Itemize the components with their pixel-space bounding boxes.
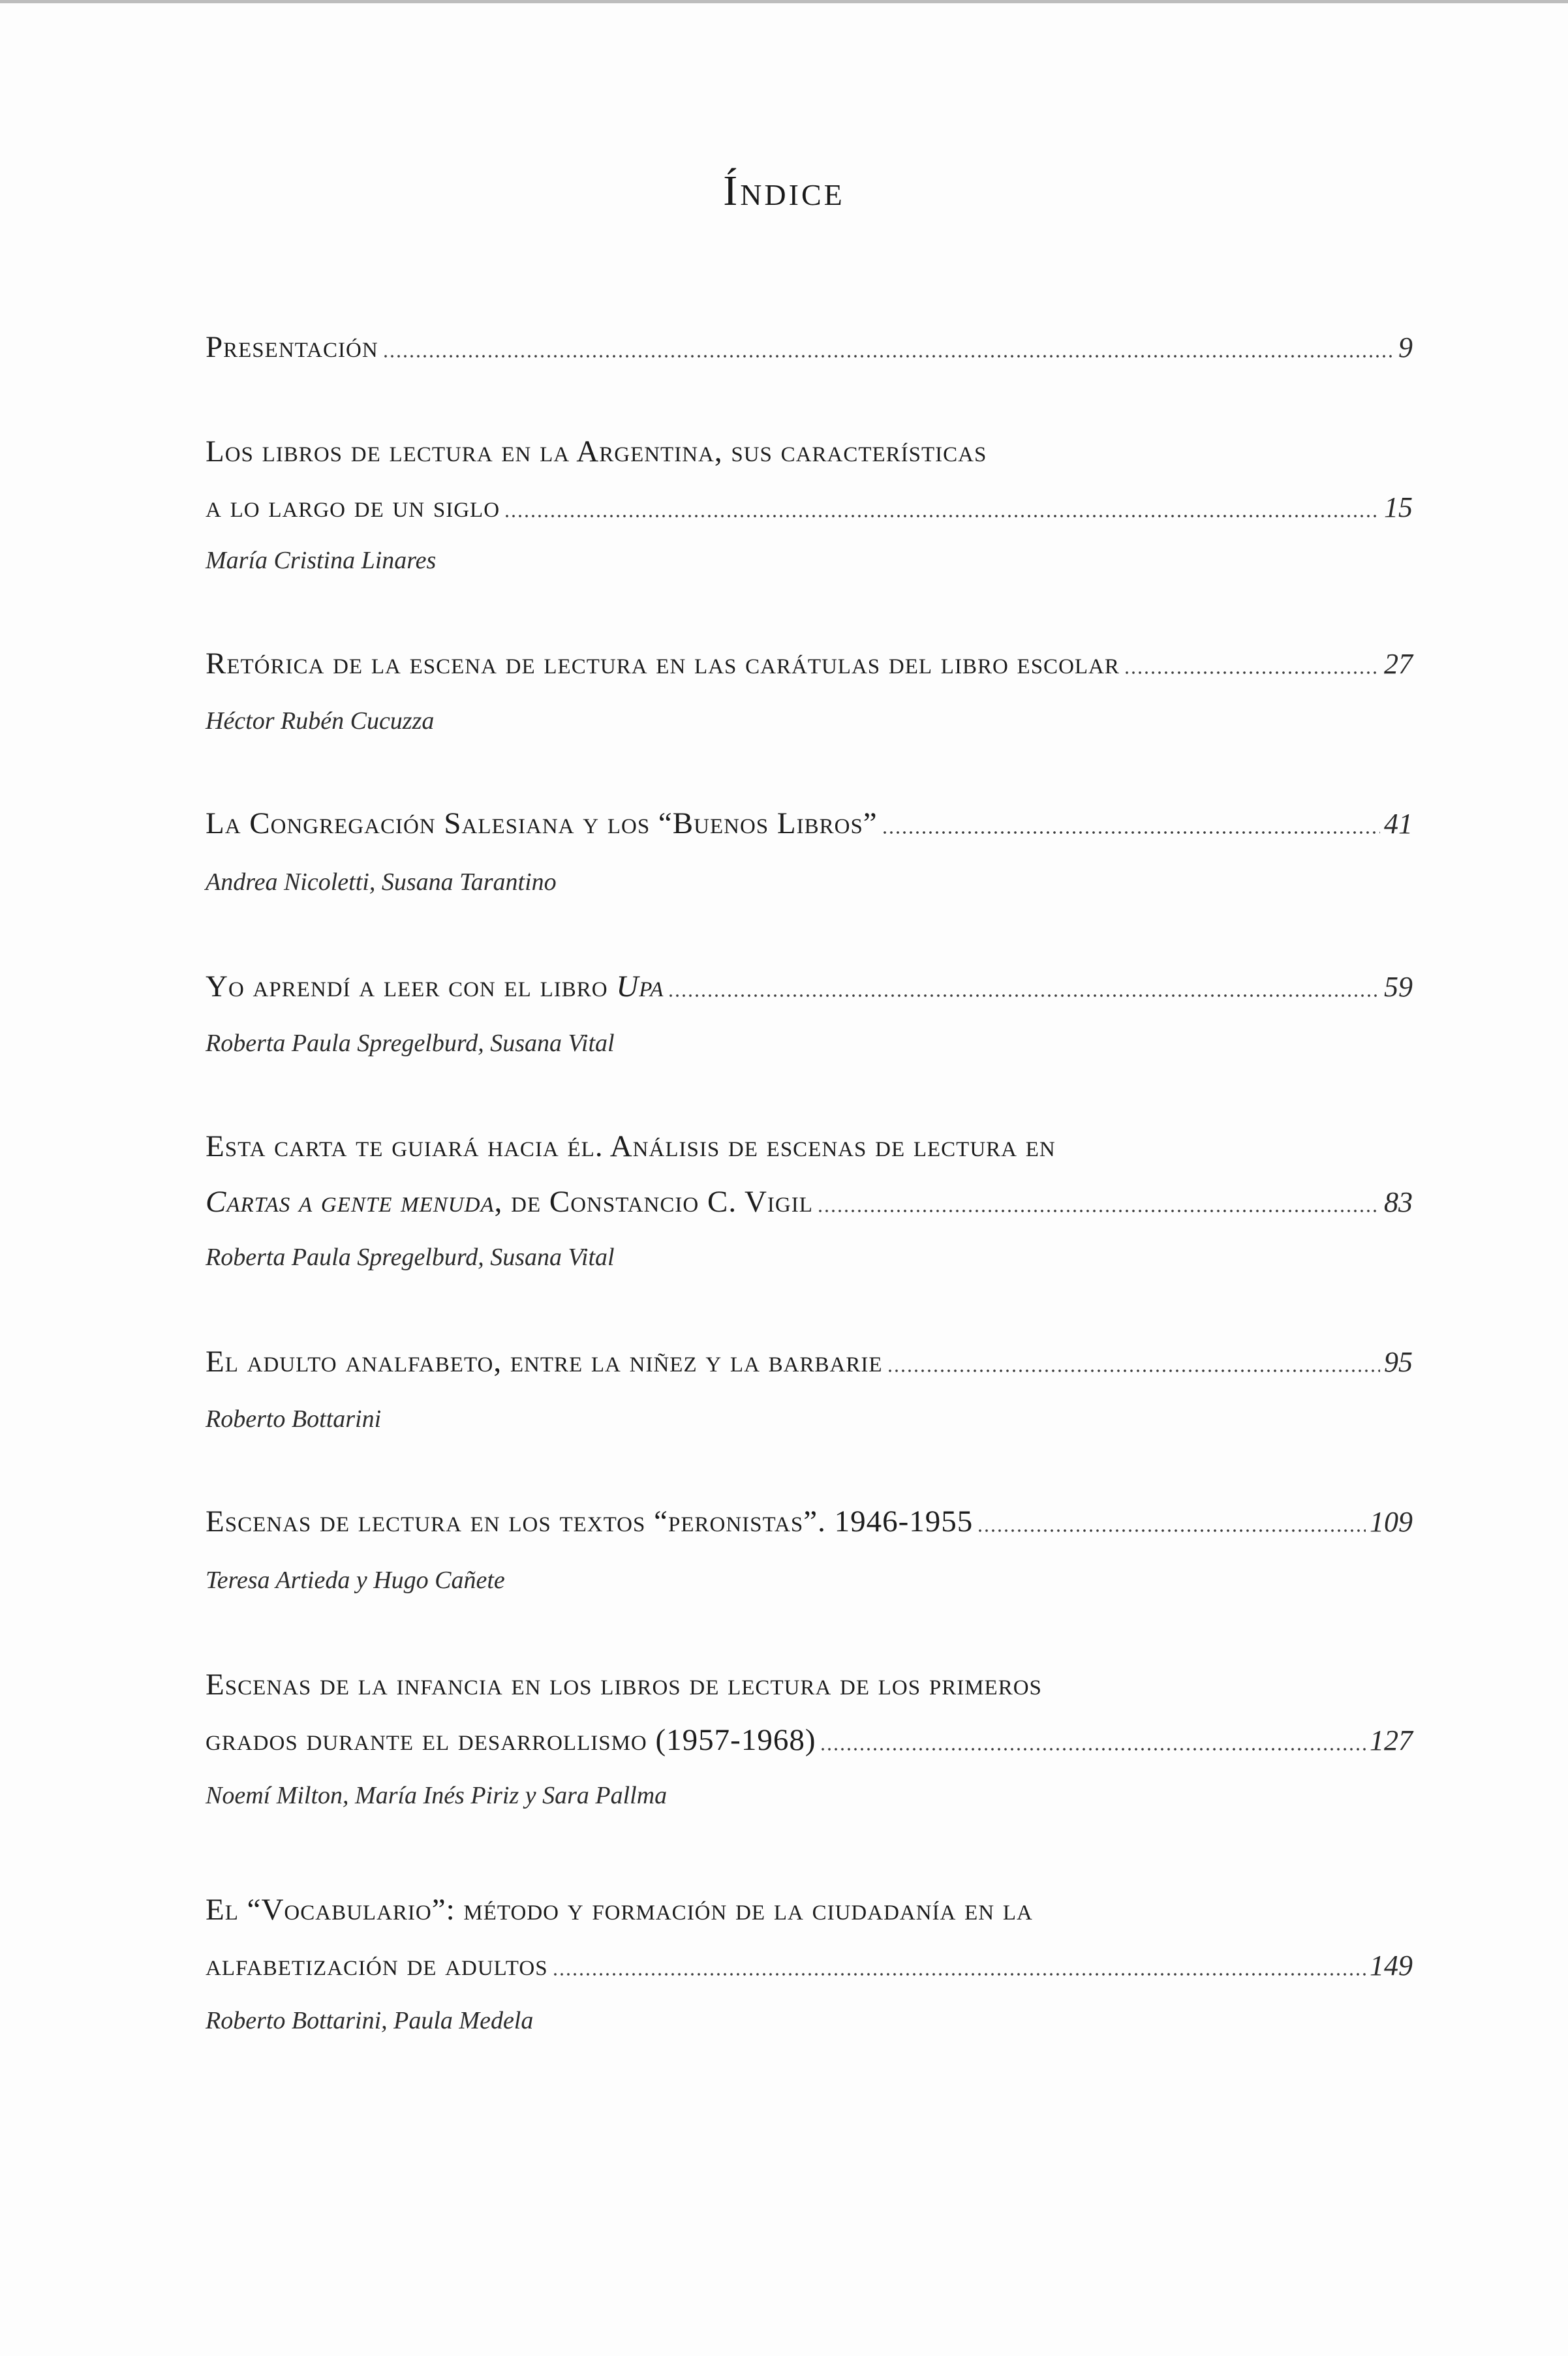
entry-title: Presentación [206, 330, 378, 364]
page-title: Índice [723, 167, 845, 215]
entry-title: La Congregación Salesiana y los “Buenos Libros” [206, 806, 878, 840]
toc-entry-title-line [206, 1129, 1413, 1168]
page-number: 95 [1384, 1346, 1413, 1378]
dot-leader [668, 992, 1380, 1000]
toc-entry-presentacion[interactable] [206, 329, 1413, 369]
entry-title [206, 969, 664, 1004]
dot-leader [552, 1971, 1366, 1979]
dot-leader [504, 513, 1380, 521]
toc-entry-title-line [206, 1667, 1413, 1706]
toc-entry-peronistas[interactable] [206, 1504, 1413, 1543]
entry-author: Teresa Artieda y Hugo Cañete [206, 1567, 505, 1594]
toc-entry-libros-lectura[interactable] [206, 489, 1413, 528]
page-number: 27 [1384, 648, 1413, 680]
dot-leader [1124, 669, 1380, 677]
entry-title-suffix: , de Constancio C. Vigil [494, 1185, 813, 1219]
dot-leader [820, 1746, 1366, 1754]
page-number: 9 [1398, 331, 1413, 363]
dot-leader [382, 353, 1394, 361]
entry-author: Roberta Paula Spregelburd, Susana Vital [206, 1244, 615, 1271]
toc-entry-title-line [206, 434, 1413, 473]
toc-entry-upa[interactable] [206, 969, 1413, 1008]
entry-title-line2 [206, 1184, 813, 1219]
entry-title-line1: Esta carta te guiará hacia él. Análisis de escenas de lectura en [206, 1129, 1056, 1163]
entry-author: Roberto Bottarini [206, 1405, 382, 1433]
page-number: 83 [1384, 1186, 1413, 1218]
entry-title-italic: Cartas a gente menuda [206, 1185, 495, 1219]
entry-title-prefix: Yo aprendí a leer con el libro [206, 970, 617, 1003]
entry-title-line2: a lo largo de un siglo [206, 490, 500, 524]
page-number: 15 [1384, 491, 1413, 523]
page-number: 109 [1370, 1506, 1413, 1538]
entry-title-italic: Upa [616, 970, 664, 1003]
entry-author: María Cristina Linares [206, 547, 437, 574]
entry-author: Noemí Milton, María Inés Piriz y Sara Pallma [206, 1782, 668, 1809]
page-number: 127 [1370, 1724, 1413, 1756]
entry-title: Retórica de la escena de lectura en las carátulas del libro escolar [206, 647, 1120, 681]
page-number: 149 [1370, 1950, 1413, 1981]
entry-title-line2: grados durante el desarrollismo (1957-1968) [206, 1723, 816, 1757]
entry-title-line1: El “Vocabulario”: método y formación de la ciudadanía en la [206, 1893, 1033, 1927]
entry-author: Héctor Rubén Cucuzza [206, 707, 435, 735]
entry-author: Roberto Bottarini, Paula Medela [206, 2007, 534, 2034]
dot-leader [817, 1208, 1380, 1216]
toc-entry-congregacion[interactable] [206, 806, 1413, 845]
entry-title: Escenas de lectura en los textos “peronistas”. 1946-1955 [206, 1505, 974, 1538]
toc-entry-adulto[interactable] [206, 1344, 1413, 1383]
scan-top-edge [0, 0, 1568, 3]
dot-leader [882, 829, 1380, 837]
dot-leader [887, 1368, 1380, 1375]
entry-title: El adulto analfabeto, entre la niñez y la barbarie [206, 1345, 883, 1379]
dot-leader [977, 1527, 1366, 1535]
toc-entry-title-line [206, 1892, 1413, 1931]
entry-author: Roberta Paula Spregelburd, Susana Vital [206, 1030, 615, 1057]
page-number: 59 [1384, 971, 1413, 1003]
toc-entry-infancia[interactable] [206, 1722, 1413, 1762]
entry-title-line2: alfabetización de adultos [206, 1948, 548, 1982]
entry-author: Andrea Nicoletti, Susana Tarantino [206, 868, 557, 896]
entry-title-line1: Escenas de la infancia en los libros de lectura de los primeros [206, 1668, 1042, 1702]
page-number: 41 [1384, 808, 1413, 840]
toc-entry-vocabulario[interactable] [206, 1948, 1413, 1987]
entry-title-line1: Los libros de lectura en la Argentina, sus características [206, 435, 987, 468]
toc-entry-retorica[interactable] [206, 646, 1413, 685]
toc-entry-cartas[interactable] [206, 1184, 1413, 1223]
